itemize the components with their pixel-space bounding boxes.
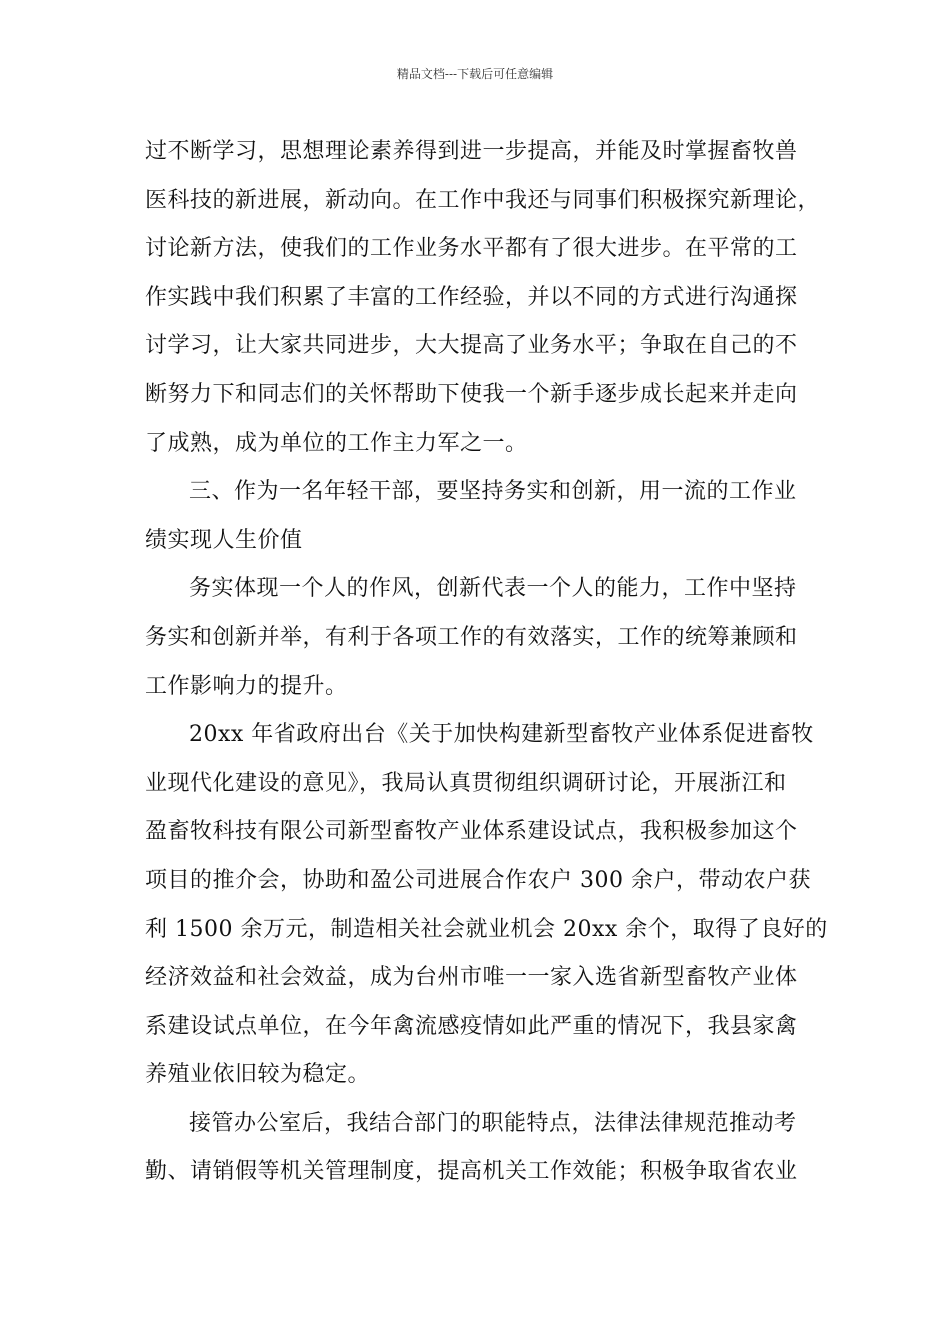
text-line: 利 1500 余万元，制造相关社会就业机会 20xx 余个，取得了良好的 bbox=[145, 916, 828, 942]
text-line: 医科技的新进展，新动向。在工作中我还与同事们积极探究新理论， bbox=[145, 187, 821, 213]
text-line: 盈畜牧科技有限公司新型畜牧产业体系建设试点，我积极参加这个 bbox=[145, 819, 798, 845]
text-line: 经济效益和社会效益，成为台州市唯一一家入选省新型畜牧产业体 bbox=[145, 965, 798, 991]
text-line: 接管办公室后，我结合部门的职能特点，法律法律规范推动考 bbox=[189, 1110, 797, 1136]
page-header: 精品文档---下载后可任意编辑 bbox=[396, 67, 554, 81]
text-line: 工作影响力的提升。 bbox=[145, 673, 348, 699]
text-line: 业现代化建设的意见》，我局认真贯彻组织调研讨论，开展浙江和 bbox=[145, 770, 787, 796]
text-line: 讨学习，让大家共同进步，大大提高了业务水平；争取在自己的不 bbox=[145, 333, 798, 359]
text-line: 讨论新方法，使我们的工作业务水平都有了很大进步。在平常的工 bbox=[145, 236, 798, 262]
text-line: 养殖业依旧较为稳定。 bbox=[145, 1062, 371, 1088]
text-line: 务实和创新并举，有利于各项工作的有效落实，工作的统筹兼顾和 bbox=[145, 624, 798, 650]
text-line: 三、作为一名年轻干部，要坚持务实和创新，用一流的工作业 bbox=[189, 479, 797, 505]
text-line: 勤、请销假等机关管理制度，提高机关工作效能；积极争取省农业 bbox=[145, 1159, 798, 1185]
paragraph-2-section-heading bbox=[145, 468, 815, 565]
text-line: 断努力下和同志们的关怀帮助下使我一个新手逐步成长起来并走向 bbox=[145, 381, 798, 407]
text-line: 系建设试点单位，在今年禽流感疫情如此严重的情况下，我县家禽 bbox=[145, 1013, 798, 1039]
text-line: 了成熟，成为单位的工作主力军之一。 bbox=[145, 430, 528, 456]
text-line: 作实践中我们积累了丰富的工作经验，并以不同的方式进行沟通探 bbox=[145, 284, 798, 310]
paragraph-4 bbox=[145, 711, 828, 1100]
paragraph-3 bbox=[145, 565, 815, 711]
text-line: 务实体现一个人的作风，创新代表一个人的能力，工作中坚持 bbox=[189, 576, 797, 602]
text-line: 绩实现人生价值 bbox=[145, 527, 303, 553]
paragraph-1 bbox=[145, 128, 821, 468]
document-body bbox=[145, 128, 828, 1197]
text-line: 过不断学习，思想理论素养得到进一步提高，并能及时掌握畜牧兽 bbox=[145, 139, 798, 164]
paragraph-5 bbox=[145, 1100, 815, 1197]
text-line: 20xx 年省政府出台《关于加快构建新型畜牧产业体系促进畜牧 bbox=[189, 722, 814, 748]
text-line: 项目的推介会，协助和盈公司进展合作农户 300 余户，带动农户获 bbox=[145, 867, 811, 893]
